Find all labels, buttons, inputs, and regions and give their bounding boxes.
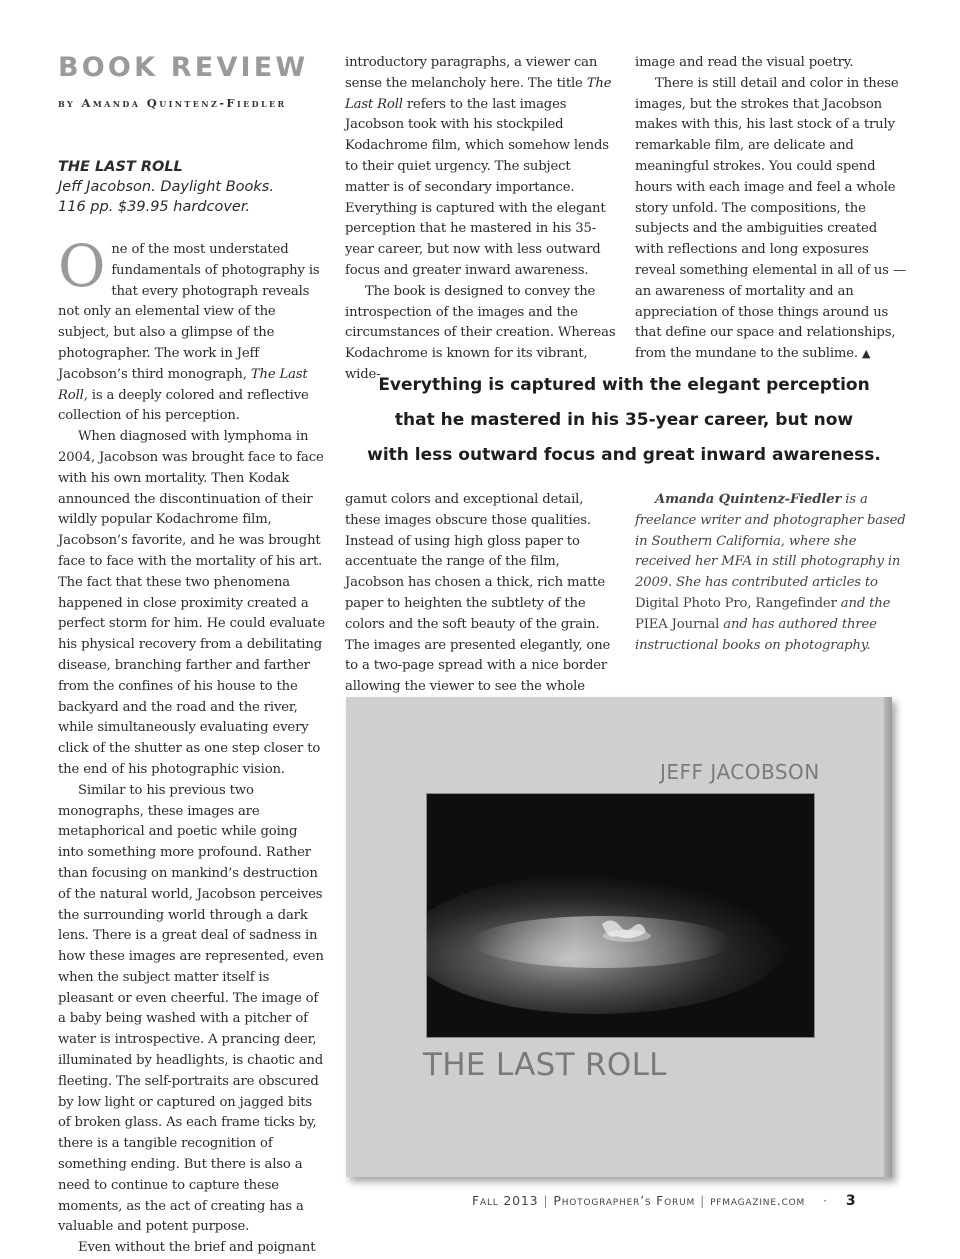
paragraph: Even without the brief and poignant	[78, 1240, 316, 1256]
paragraph: Amanda Quintenz-Fiedler is a freelance writer and photographer based in Southern California, where she received her MFA in still photography in 2009. She has contributed articles to Digital Photo Pro, Rangefinder and the PIEA Journal and has authored three instructional books on photography.	[635, 492, 906, 653]
paragraph: introductory paragraphs, a viewer can sense the melancholy here. The title The Last Roll refers to the last images Jacobson took with his stockpiled Kodachrome film, which somehow lends to their quiet urgency. The subject matter is of secondary importance. Everything is captured with the elegant perception that he mastered in his 35-year career, but now with less outward focus and greater inward awareness.	[345, 55, 612, 278]
bullet-icon: ·	[823, 1193, 828, 1208]
footer-issue: Fall 2013	[472, 1193, 539, 1208]
author-bio	[635, 490, 907, 656]
book-cover-image	[346, 697, 892, 1177]
book-author-publisher: Jeff Jacobson. Daylight Books.	[58, 179, 274, 195]
paragraph: image and read the visual poetry.	[635, 55, 854, 70]
paragraph: When diagnosed with lymphoma in 2004, Jacobson was brought face to face with his own mortality. Then Kodak announced the discontinuation of their wildly popular Kodachrome film, Jacobson’s favorite, and he was brought face to face with the mortality of his art. The fact that these two phenomena happened in close proximity created a perfect storm for him. He could evaluate his physical recovery from a debilitating disease, branching farther and farther from the confines of his house to the backyard and the road and the river, while simultaneously evaluating every click of the shutter as one step closer to the end of his photographic vision.	[58, 429, 325, 777]
cover-photo-graphic	[427, 794, 814, 1037]
pull-quote-line: that he mastered in his 35-year career, but now	[394, 410, 854, 430]
book-details: 116 pp. $39.95 hardcover.	[58, 199, 251, 215]
paragraph: One of the most understated fundamentals of photography is that every photograph reveals not only an elemental view of the subject, but also a glimpse of the photographer. The work in Jeff Jacobson’s third monograph, The Last Roll, is a deeply colored and reflective collection of his perception.	[58, 232, 320, 424]
cover-spine-edge	[884, 697, 892, 1177]
article-column-1	[58, 232, 326, 1259]
cover-author: JEFF JACOBSON	[660, 760, 820, 784]
book-title-inline: The Last Roll	[345, 75, 612, 112]
book-title-inline: The Last Roll,	[58, 366, 308, 403]
book-title: THE LAST ROLL	[58, 159, 183, 175]
article-column-2-bottom	[345, 490, 616, 698]
cover-title: THE LAST ROLL	[423, 1047, 667, 1083]
section-title: BOOK REVIEW	[58, 52, 309, 83]
article-column-2-top	[345, 53, 616, 386]
paragraph: The book is designed to convey the introspection of the images and the circumstances of their creation. Whereas Kodachrome is known for its vibrant, wide-	[345, 283, 616, 382]
pull-quote	[340, 368, 908, 473]
bio-name: Amanda Quintenz-Fiedler	[655, 492, 842, 507]
page-footer: Fall 2013 | Photographer’s Forum | pfmagazine.com · 3	[472, 1193, 857, 1209]
paragraph: Similar to his previous two monographs, these images are metaphorical and poetic while going into something more profound. Rather than focusing on mankind’s destruction of the natural world, Jacobson perceives the surrounding world through a dark lens. There is a great deal of sadness in how these images are represented, even when the subject matter itself is pleasant or even cheerful. The image of a baby being washed with a pitcher of water is introspective. A prancing deer, illuminated by headlights, is chaotic and fleeting. The self-portraits are obscured by low light or captured on jagged bits of broken glass. As each frame ticks by, there is a tangible recognition of something ending. But there is also a need to continue to capture these moments, as the act of creating has a valuable and potent purpose.	[58, 782, 324, 1235]
paragraph: There is still detail and color in these images, but the strokes that Jacobson makes with this, his last stock of a truly remarkable film, are delicate and meaningful strokes. You could spend hours with each image and feel a whole story unfold. The compositions, the subjects and the ambiguities created with reflections and long exposures reveal something elemental in all of us — an awareness of mortality and an appreciation of those things around us that define our space and relationships, from the mundane to the sublime. ▲	[635, 75, 906, 362]
drop-cap: O	[58, 232, 106, 300]
pull-quote-line: Everything is captured with the elegant perception	[378, 375, 870, 395]
page-number: 3	[845, 1193, 857, 1209]
footer-magazine: Photographer’s Forum	[553, 1193, 696, 1208]
end-mark-icon: ▲	[862, 347, 871, 361]
footer-website: pfmagazine.com	[710, 1193, 806, 1208]
byline: by Amanda Quintenz-Fiedler	[58, 96, 287, 110]
book-info	[58, 157, 328, 217]
article-column-3-top	[635, 53, 907, 365]
pull-quote-line: with less outward focus and great inward awareness.	[367, 445, 881, 465]
paragraph: gamut colors and exceptional detail, these images obscure those qualities. Instead of using high gloss paper to accentuate the range of the film, Jacobson has chosen a thick, rich matte paper to heighten the subtlety of the colors and the soft beauty of the grain. The images are presented elegantly, one to a two-page spread with a nice border allowing the viewer to see the whole	[345, 492, 611, 695]
cover-photograph	[426, 793, 815, 1038]
